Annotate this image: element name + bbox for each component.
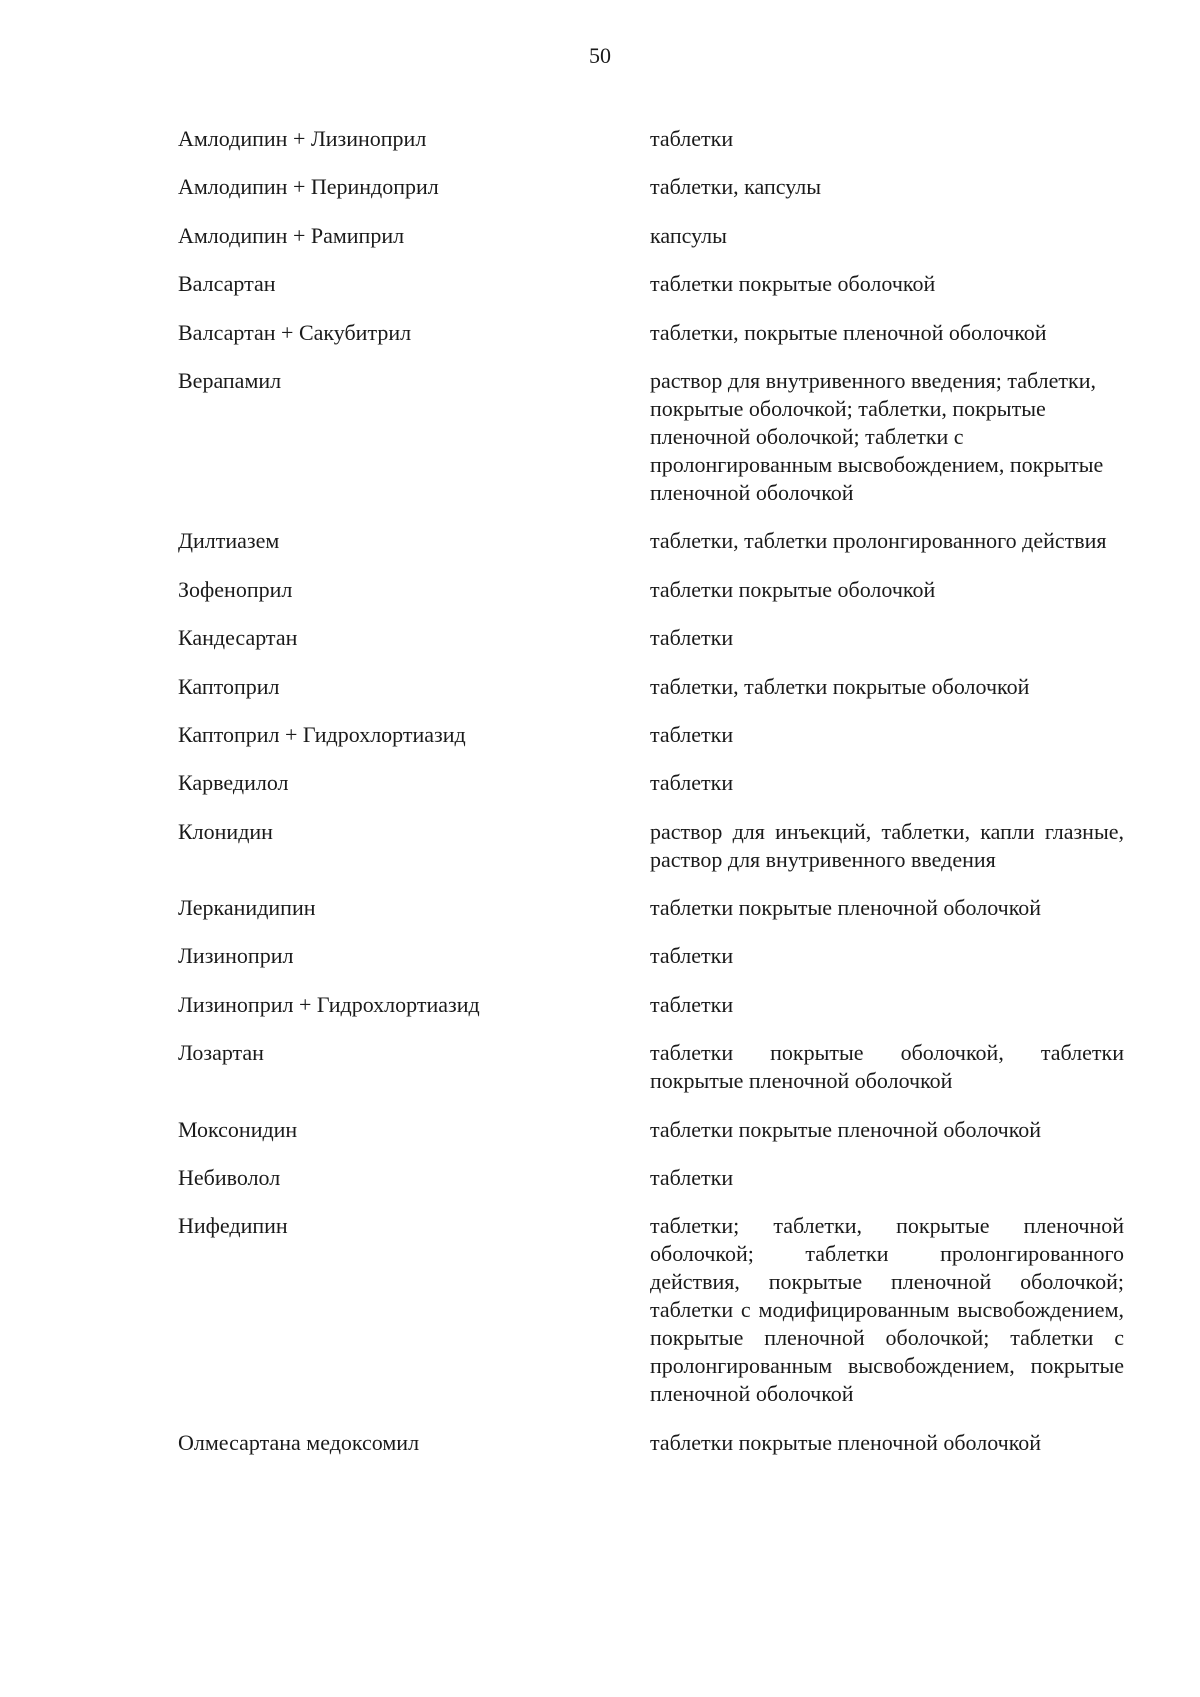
drug-name: Кандесартан [178,625,298,651]
list-item [178,818,1124,874]
drug-name: Лизиноприл [178,943,294,969]
drug-name: Лизиноприл + Гидрохлортиазид [178,991,480,1017]
dosage-form: капсулы [650,222,727,248]
dosage-form: таблетки покрытые пленочной оболочкой [650,1116,1042,1142]
list-item [178,1116,1124,1144]
drug-name: Зофеноприл [178,576,293,602]
list-item [178,1164,1124,1192]
dosage-form: раствор для инъекций, таблетки, капли глазные, раствор для внутривенного введения [650,818,1124,872]
drug-name: Лерканидипин [178,895,316,921]
dosage-form: таблетки [650,770,734,796]
list-item [178,222,1124,250]
list-item [178,673,1124,701]
dosage-form: таблетки [650,625,734,651]
drug-list [178,125,1124,1477]
list-item [178,894,1124,922]
list-item [178,173,1124,201]
list-item [178,1039,1124,1095]
dosage-form: таблетки, таблетки покрытые оболочкой [650,673,1030,699]
dosage-form: таблетки, таблетки пролонгированного действия [650,528,1107,554]
drug-name: Лозартан [178,1040,264,1066]
dosage-form: таблетки [650,991,734,1017]
list-item [178,1429,1124,1457]
list-item [178,624,1124,652]
list-item [178,942,1124,970]
drug-name: Валсартан + Сакубитрил [178,319,412,345]
drug-name: Моксонидин [178,1116,298,1142]
dosage-form: таблетки покрытые пленочной оболочкой [650,895,1042,921]
list-item [178,576,1124,604]
drug-name: Амлодипин + Лизиноприл [178,126,427,151]
dosage-form: таблетки покрытые пленочной оболочкой [650,1429,1042,1455]
dosage-form: таблетки; таблетки, покрытые пленочной оболочкой; таблетки пролонгированного действия, покрытые пленочной оболочкой; таблетки с модифицированным высвобождением, покрытые пленочной оболочкой; таблетки с пролонгированным высвобождением, покрытые пленочной оболочкой [650,1213,1124,1407]
drug-name: Амлодипин + Периндоприл [178,174,439,200]
drug-name: Небиволол [178,1165,281,1191]
drug-name: Верапамил [178,367,282,393]
dosage-form: таблетки покрытые оболочкой, таблетки покрытые пленочной оболочкой [650,1040,1124,1094]
drug-name: Каптоприл + Гидрохлортиазид [178,721,466,747]
dosage-form: таблетки покрытые оболочкой [650,576,936,602]
list-item [178,769,1124,797]
dosage-form: таблетки [650,721,734,747]
dosage-form: таблетки, покрытые пленочной оболочкой [650,319,1047,345]
dosage-form: таблетки покрытые оболочкой [650,271,936,297]
list-item [178,319,1124,347]
drug-name: Амлодипин + Рамиприл [178,222,405,248]
dosage-form: раствор для внутривенного введения; таблетки, покрытые оболочкой; таблетки, покрытые пленочной оболочкой; таблетки с пролонгированным высвобождением, покрытые пленочной оболочкой [650,367,1104,505]
drug-name: Карведилол [178,770,289,796]
dosage-form: таблетки [650,943,734,969]
drug-name: Нифедипин [178,1213,288,1239]
dosage-form: таблетки, капсулы [650,174,821,200]
list-item [178,991,1124,1019]
drug-name: Каптоприл [178,673,280,699]
drug-name: Дилтиазем [178,528,280,554]
drug-name: Олмесартана медоксомил [178,1429,420,1455]
page-number: 50 [589,43,611,68]
list-item [178,721,1124,749]
dosage-form: таблетки [650,1165,734,1191]
list-item [178,527,1124,555]
list-item [178,270,1124,298]
drug-name: Валсартан [178,271,276,297]
drug-name: Клонидин [178,818,273,844]
list-item [178,1212,1124,1408]
list-item [178,125,1124,153]
list-item [178,367,1124,507]
dosage-form: таблетки [650,126,734,151]
